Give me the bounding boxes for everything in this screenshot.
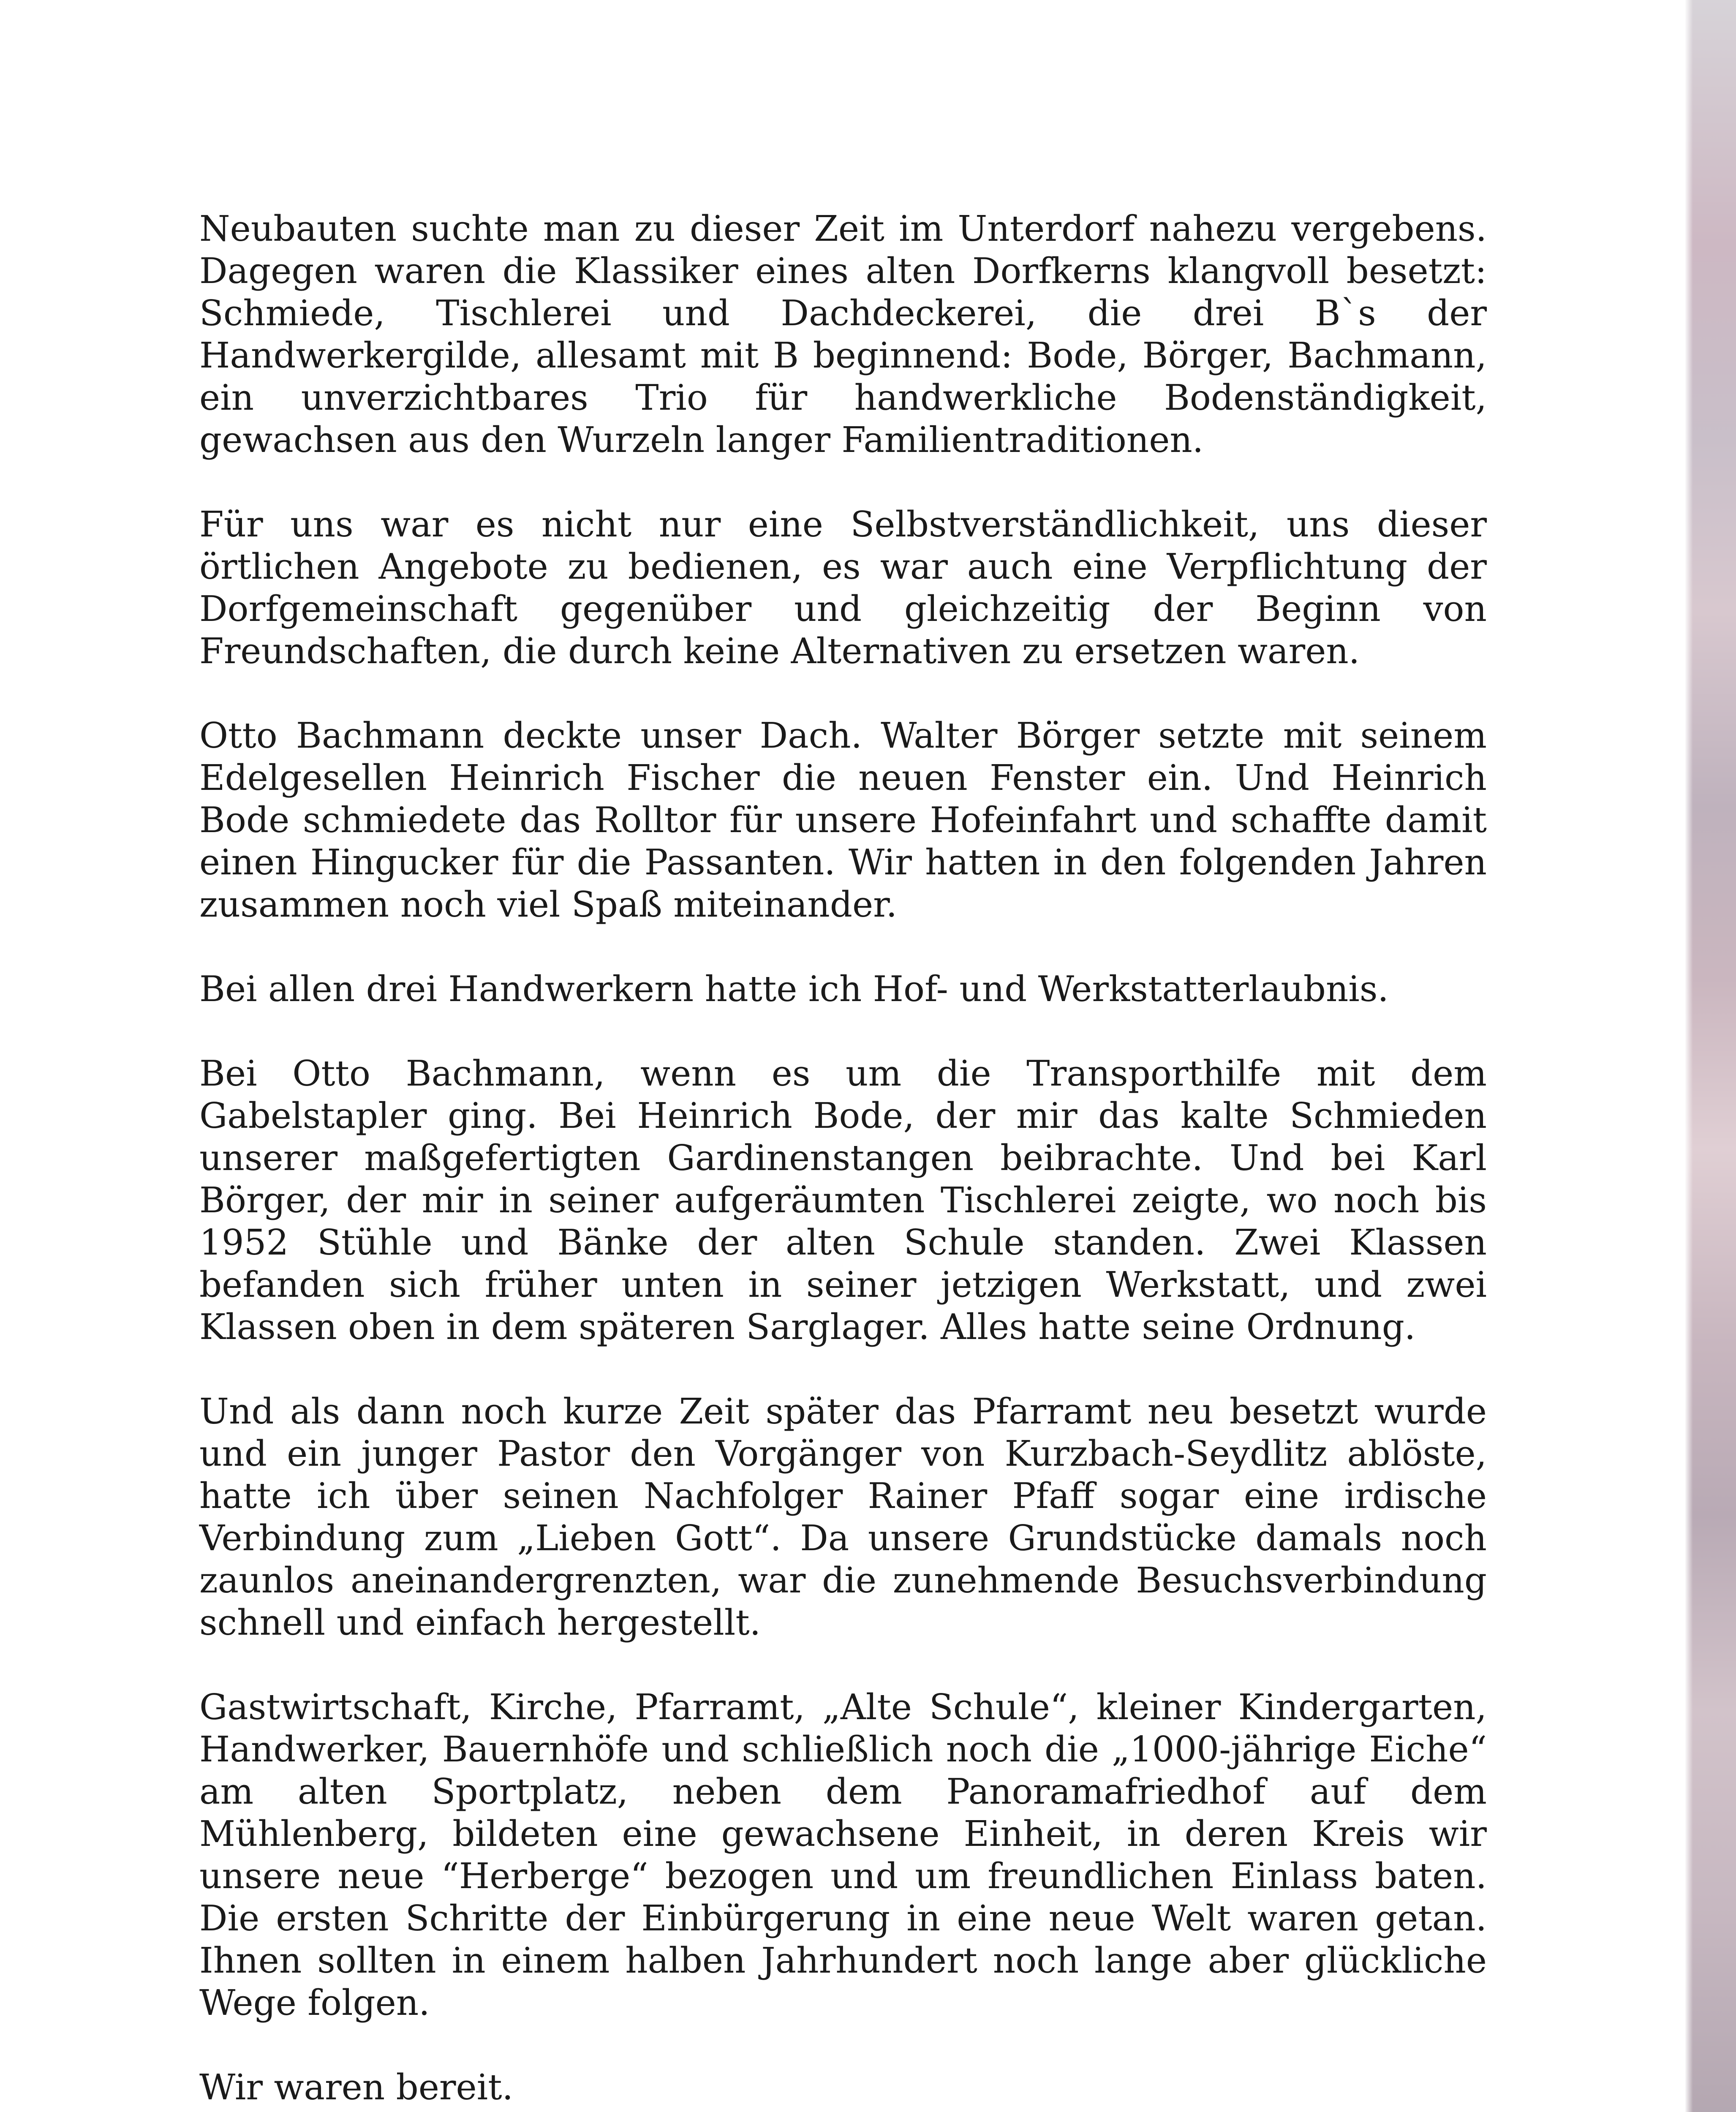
paragraph: Und als dann noch kurze Zeit später das Pfarramt neu besetzt wurde und ein junger Pastor den Vorgänger von Kurzbach-Seydlitz ablöste, hatte ich über seinen Nachfolger Rainer Pfaff sogar eine irdische Verbindung zum „Lieben Gott“. Da unsere Grundstücke damals noch zaunlos aneinandergrenzten, war die zunehmende Besuchsverbindung schnell und einfach hergestellt. — [199, 1391, 1487, 1643]
paragraph: Neubauten suchte man zu dieser Zeit im Unterdorf nahezu vergebens. Dagegen waren die Klassiker eines alten Dorfkerns klangvoll besetzt: Schmiede, Tischlerei und Dachdeckerei, die drei B`s der Handwerkergilde, allesamt mit B beginnend: Bode, Börger, Bachmann, ein unverzichtbares Trio für handwerkliche Bodenständigkeit, gewachsen aus den Wurzeln langer Familientraditionen. — [199, 208, 1487, 460]
paragraph: Wir waren bereit. — [199, 2067, 513, 2108]
paragraph: Bei Otto Bachmann, wenn es um die Transporthilfe mit dem Gabelstapler ging. Bei Heinrich Bode, der mir das kalte Schmieden unserer maßgefertigten Gardinenstangen beibrachte. Und bei Karl Börger, der mir in seiner aufgeräumten Tischlerei zeigte, wo noch bis 1952 Stühle und Bänke der alten Schule standen. Zwei Klassen befanden sich früher unten in seiner jetzigen Werkstatt, und zwei Klassen oben in dem späteren Sarglager. Alles hatte seine Ordnung. — [199, 1053, 1487, 1347]
paragraph: Gastwirtschaft, Kirche, Pfarramt, „Alte Schule“, kleiner Kindergarten, Handwerker, Bauernhöfe und schließlich noch die „1000-jährige Eiche“ am alten Sportplatz, neben dem Panoramafriedhof auf dem Mühlenberg, bildeten eine gewachsene Einheit, in deren Kreis wir unsere neue “Herberge“ bezogen und um freundlichen Einlass baten. Die ersten Schritte der Einbürgerung in eine neue Welt waren getan. Ihnen sollten in einem halben Jahrhundert noch lange aber glückliche Wege folgen. — [199, 1687, 1487, 2023]
paragraph: Bei allen drei Handwerkern hatte ich Hof- und Werkstatterlaubnis. — [199, 969, 1389, 1010]
paragraph: Otto Bachmann deckte unser Dach. Walter Börger setzte mit seinem Edelgesellen Heinrich Fischer die neuen Fenster ein. Und Heinrich Bode schmiedete das Rolltor für unsere Hofeinfahrt und schaffte damit einen Hingucker für die Passanten. Wir hatten in den folgenden Jahren zusammen noch viel Spaß miteinander. — [199, 715, 1487, 925]
body-text — [199, 208, 1487, 2109]
page-edge-photo-strip — [1685, 0, 1736, 2112]
paragraph: Für uns war es nicht nur eine Selbstverständlichkeit, uns dieser örtlichen Angebote zu bedienen, es war auch eine Verpflichtung der Dorfgemeinschaft gegenüber und gleichzeitig der Beginn von Freundschaften, die durch keine Alternativen zu ersetzen waren. — [199, 504, 1487, 672]
